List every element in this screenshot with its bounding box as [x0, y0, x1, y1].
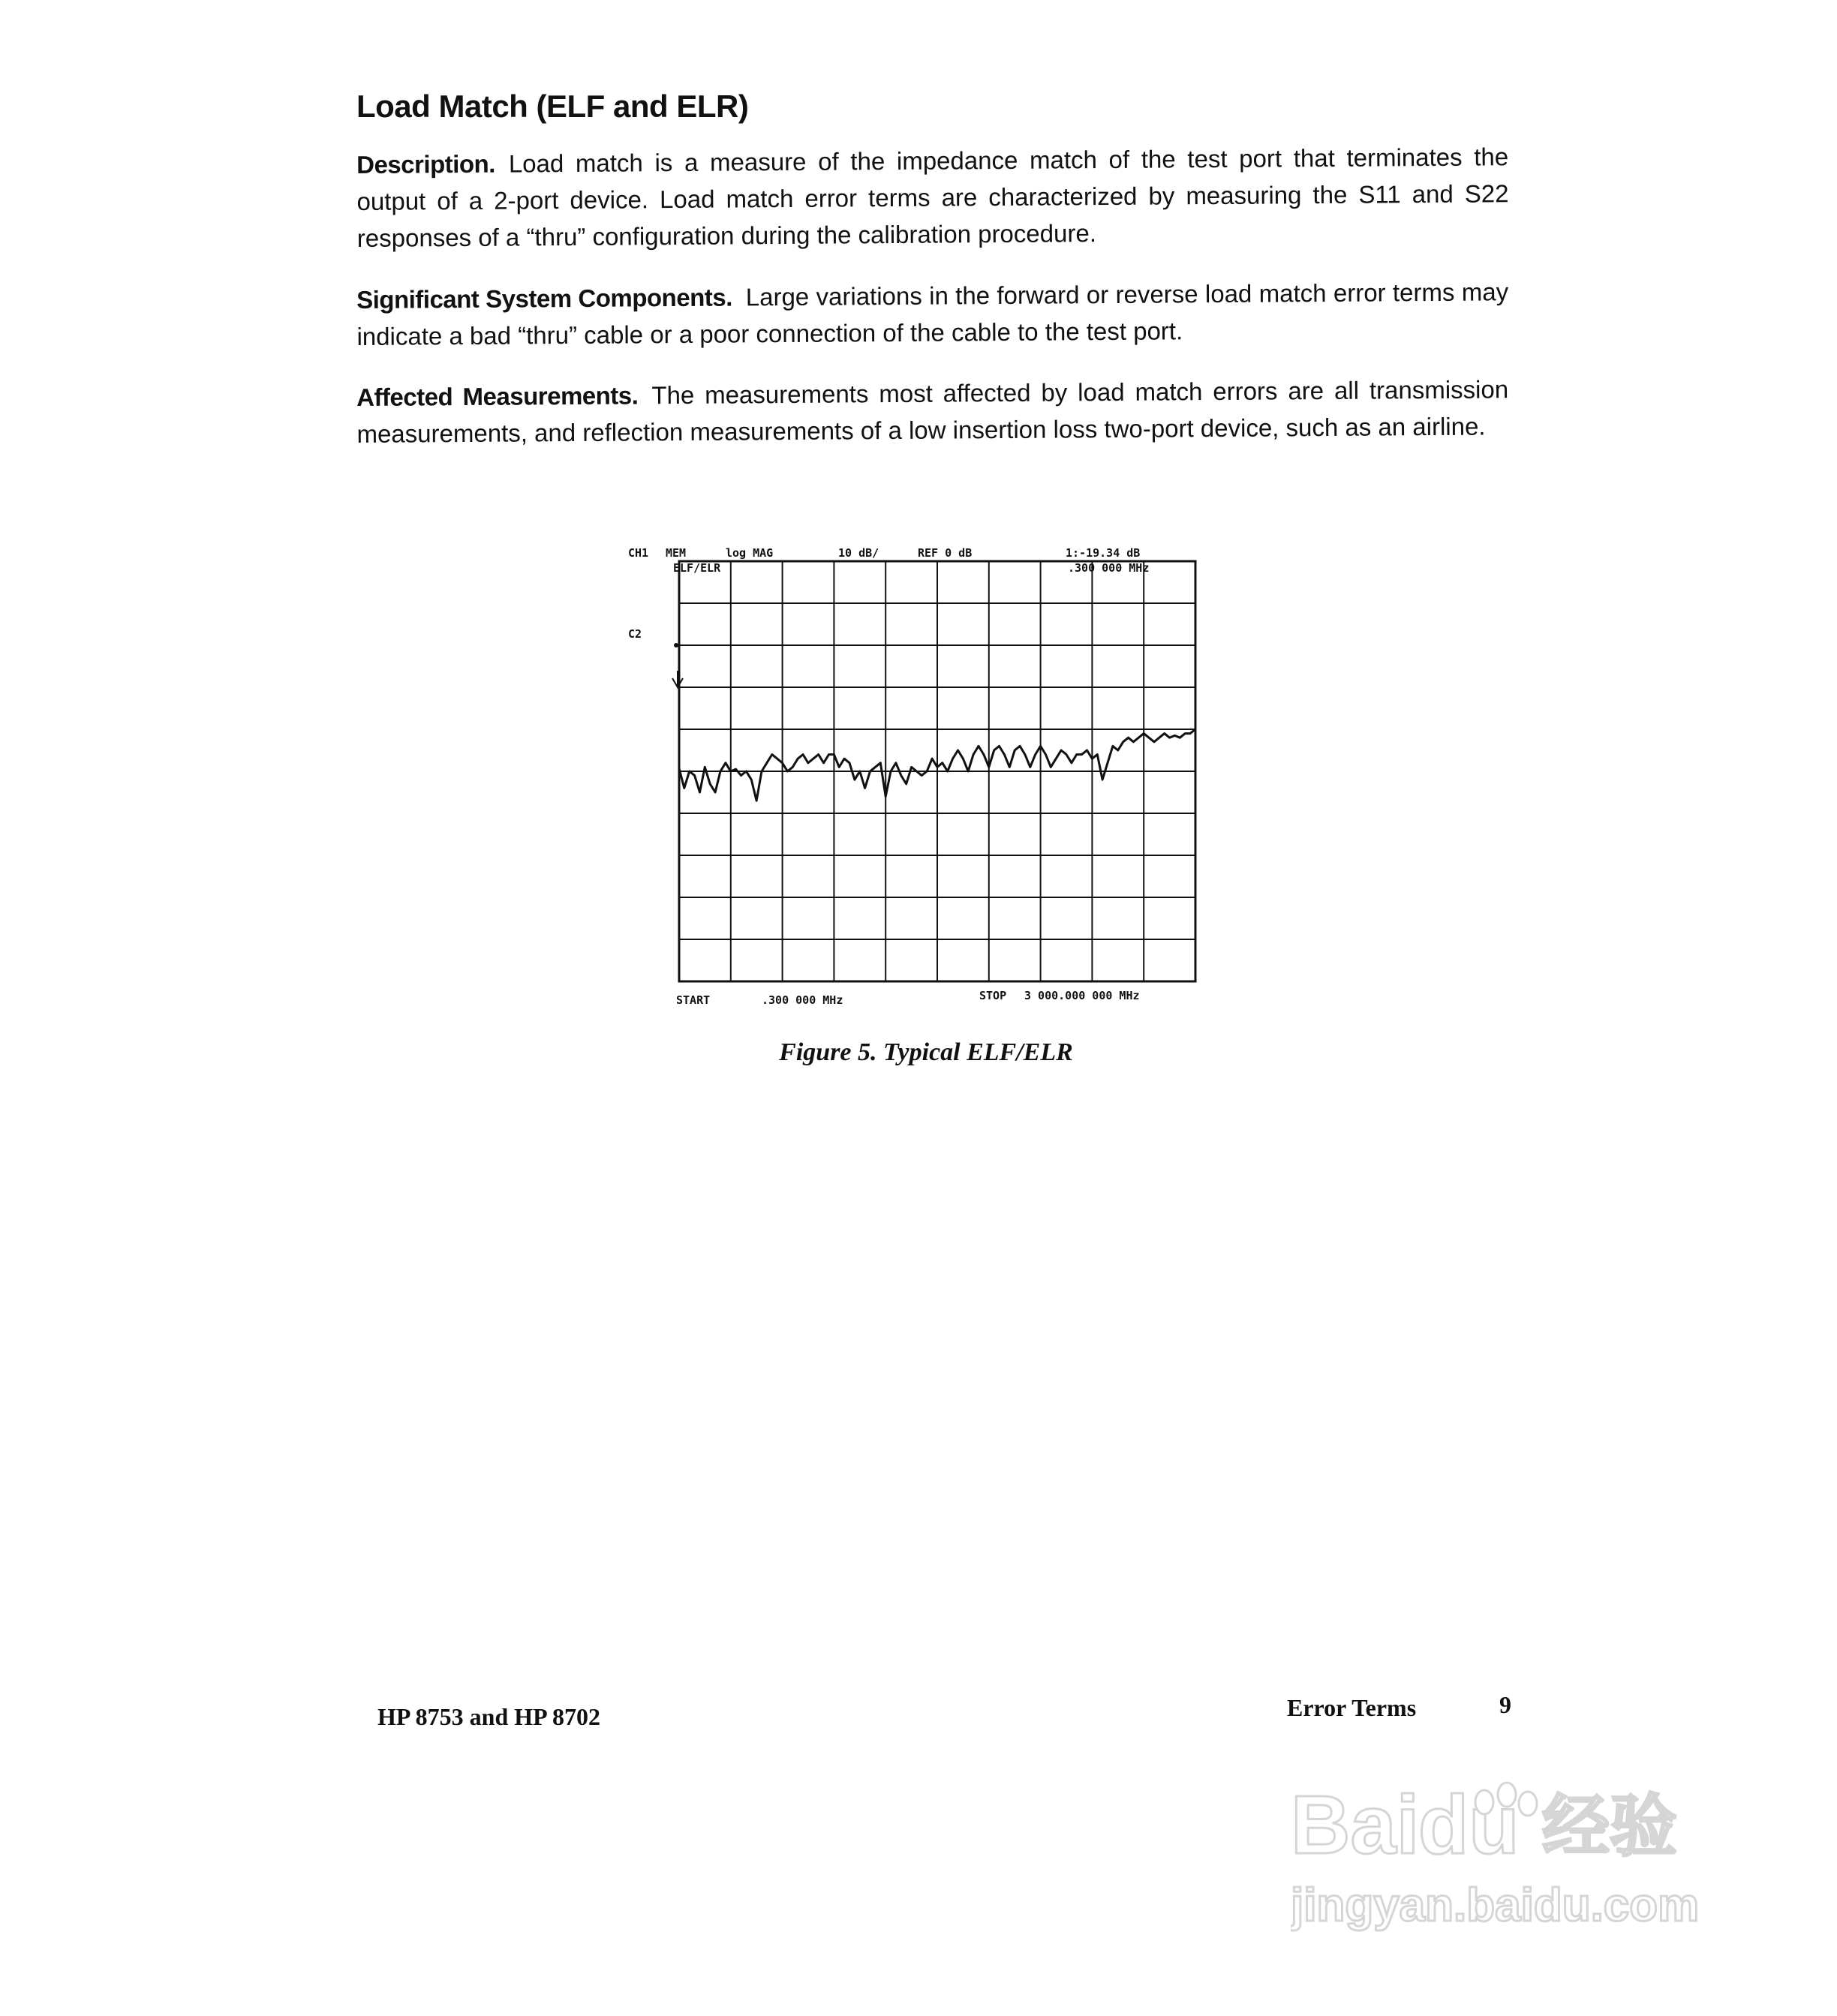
watermark-cn: 经验 [1542, 1789, 1677, 1864]
trace-label: ELF/ELR [673, 561, 721, 575]
description-paragraph [356, 138, 1509, 257]
page-number: 9 [1499, 1691, 1511, 1718]
reference-dot [674, 643, 678, 647]
marker-frequency: .300 000 MHz [1068, 561, 1150, 575]
header-channel: CH1 [628, 546, 649, 560]
watermark-brand: Bai [1291, 1779, 1420, 1871]
watermark-logo [1291, 1771, 1741, 1951]
components-paragraph [356, 273, 1509, 355]
header-marker: 1:-19.34 dB [1066, 546, 1141, 560]
start-label: START [676, 993, 711, 1007]
header-scale: 10 dB/ [838, 546, 879, 560]
header-ref: REF 0 dB [918, 546, 973, 560]
figure-caption: Figure 5. Typical ELF/ELR [779, 1038, 1073, 1066]
watermark-brand2: du [1418, 1779, 1520, 1871]
components-lead: Significant System Components. [356, 283, 732, 314]
description-text: Load match is a measure of the impedance match of the test port that terminates the output of a 2-port device. Load match error terms are characterized by measuring the S11 and S22 responses of a “thru” configuration during the calibration procedure. [356, 143, 1509, 252]
components-text: Large variations in the forward or reverse load match error terms may indicate a bad “thru” cable or a poor connection of the cable to the test port. [356, 278, 1509, 350]
header-mem: MEM [666, 546, 687, 560]
header-format: log MAG [726, 546, 774, 560]
stop-label: STOP [979, 989, 1007, 1002]
watermark-url: jingyan.baidu.com [1291, 1879, 1700, 1931]
measurements-text: The measurements most affected by load match errors are all transmission measurements, and reflection measurements of a low insertion loss two-port device, such as an airline. [356, 375, 1509, 448]
description-lead: Description. [356, 149, 495, 179]
chart-svg [619, 540, 1212, 1028]
c2-label: C2 [628, 627, 642, 641]
stop-value: 3 000.000 000 MHz [1024, 989, 1140, 1002]
baidu-watermark [1291, 1771, 1741, 1951]
elf-elr-figure [619, 540, 1212, 1028]
footer-product: HP 8753 and HP 8702 [377, 1703, 600, 1730]
start-value: .300 000 MHz [762, 993, 843, 1007]
measurements-paragraph [356, 371, 1509, 452]
footer-section: Error Terms [1287, 1694, 1417, 1721]
page-heading: Load Match (ELF and ELR) [356, 89, 749, 124]
grid [672, 561, 1195, 981]
measurements-lead: Affected Measurements. [356, 381, 639, 411]
reference-arrow-icon [672, 671, 683, 687]
